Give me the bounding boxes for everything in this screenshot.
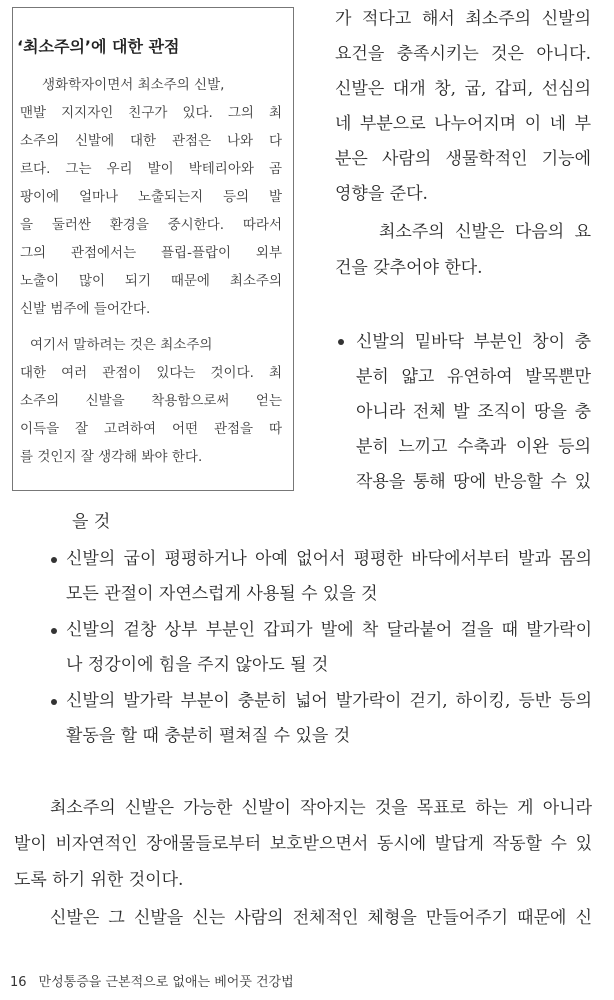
bullet-line: 활동을 할 때 충분히 펼쳐질 수 있을 것 <box>66 726 351 746</box>
sidebar-line: 소주의 신발을 착용함으로써 얻는 <box>20 393 282 409</box>
bullet-line: 신발의 굽이 평평하거나 아예 없어서 평평한 바닥에서부터 발과 몸의 <box>66 549 592 569</box>
body-line: 건을 갖추어야 한다. <box>335 258 483 278</box>
bullet-line: 을 것 <box>72 512 111 532</box>
sidebar-line: 소주의 신발에 대한 관점은 나와 다 <box>20 133 282 149</box>
bullet-line: 모든 관절이 자연스럽게 사용될 수 있을 것 <box>66 584 378 604</box>
body-line: 네 부분으로 나누어지며 이 네 부 <box>335 114 591 134</box>
body-line: 요건을 충족시키는 것은 아니다. <box>335 44 591 64</box>
bullet-line: 나 정강이에 힘을 주지 않아도 될 것 <box>66 655 329 675</box>
body-line: 최소주의 신발은 가능한 신발이 작아지는 것을 목표로 하는 게 아니라 <box>50 798 592 818</box>
body-line: 최소주의 신발은 다음의 요 <box>379 222 591 242</box>
bullet-dot <box>51 699 57 705</box>
sidebar-line: 노출이 많이 되기 때문에 최소주의 <box>20 273 282 289</box>
body-line: 발이 비자연적인 장애물들로부터 보호받으면서 동시에 발답게 작동할 수 있 <box>14 834 592 854</box>
body-line: 가 적다고 해서 최소주의 신발의 <box>335 9 591 29</box>
bullet-line: 아니라 전체 발 조직이 땅을 충 <box>356 402 591 422</box>
sidebar-line: 그의 관점에서는 플립-플랍이 외부 <box>20 245 282 261</box>
bullet-dot <box>51 628 57 634</box>
body-line: 분은 사람의 생물학적인 기능에 <box>335 149 591 169</box>
bullet-line: 분히 얇고 유연하여 발목뿐만 <box>356 367 591 387</box>
body-line: 신발은 대개 창, 굽, 갑피, 선심의 <box>335 79 591 99</box>
bullet-line: 분히 느끼고 수축과 이완 등의 <box>356 437 591 457</box>
sidebar-line: 맨발 지지자인 친구가 있다. 그의 최 <box>20 105 282 121</box>
sidebar-line: 이득을 잘 고려하여 어떤 관점을 따 <box>20 421 282 437</box>
bullet-line: 작용을 통해 땅에 반응할 수 있 <box>356 472 591 492</box>
body-line: 도록 하기 위한 것이다. <box>14 870 184 890</box>
sidebar-line: 를 것인지 잘 생각해 봐야 한다. <box>20 449 203 465</box>
sidebar-line: 르다. 그는 우리 발이 박테리아와 곰 <box>20 161 282 177</box>
sidebar-line: 생화학자이면서 최소주의 신발, <box>42 77 225 93</box>
sidebar-title: ‘최소주의’에 대한 관점 <box>17 37 180 56</box>
sidebar-line: 대한 여러 관점이 있다는 것이다. 최 <box>20 365 282 381</box>
bullet-line: 신발의 발가락 부분이 충분히 넓어 발가락이 걷기, 하이킹, 등반 등의 <box>66 691 592 711</box>
body-line: 신발은 그 신발을 신는 사람의 전체적인 체형을 만들어주기 때문에 신 <box>50 908 592 928</box>
sidebar-line: 을 둘러싼 환경을 중시한다. 따라서 <box>20 217 282 233</box>
sidebar-line: 여기서 말하려는 것은 최소주의 <box>30 337 213 353</box>
sidebar-line: 신발 범주에 들어간다. <box>20 301 151 317</box>
page-footer <box>10 971 294 993</box>
bullet-dot <box>51 557 57 563</box>
bullet-line: 신발의 겉창 상부 부분인 갑피가 발에 착 달라붙어 걸을 때 발가락이 <box>66 620 592 640</box>
bullet-dot <box>338 339 344 345</box>
page-number: 16 <box>10 975 27 990</box>
sidebar-line: 팡이에 얼마나 노출되는지 등의 발 <box>20 189 282 205</box>
bullet-line: 신발의 밑바닥 부분인 창이 충 <box>356 332 591 352</box>
book-title: 만성통증을 근본적으로 없애는 베어풋 건강법 <box>38 975 294 990</box>
body-line: 영향을 준다. <box>335 184 428 204</box>
